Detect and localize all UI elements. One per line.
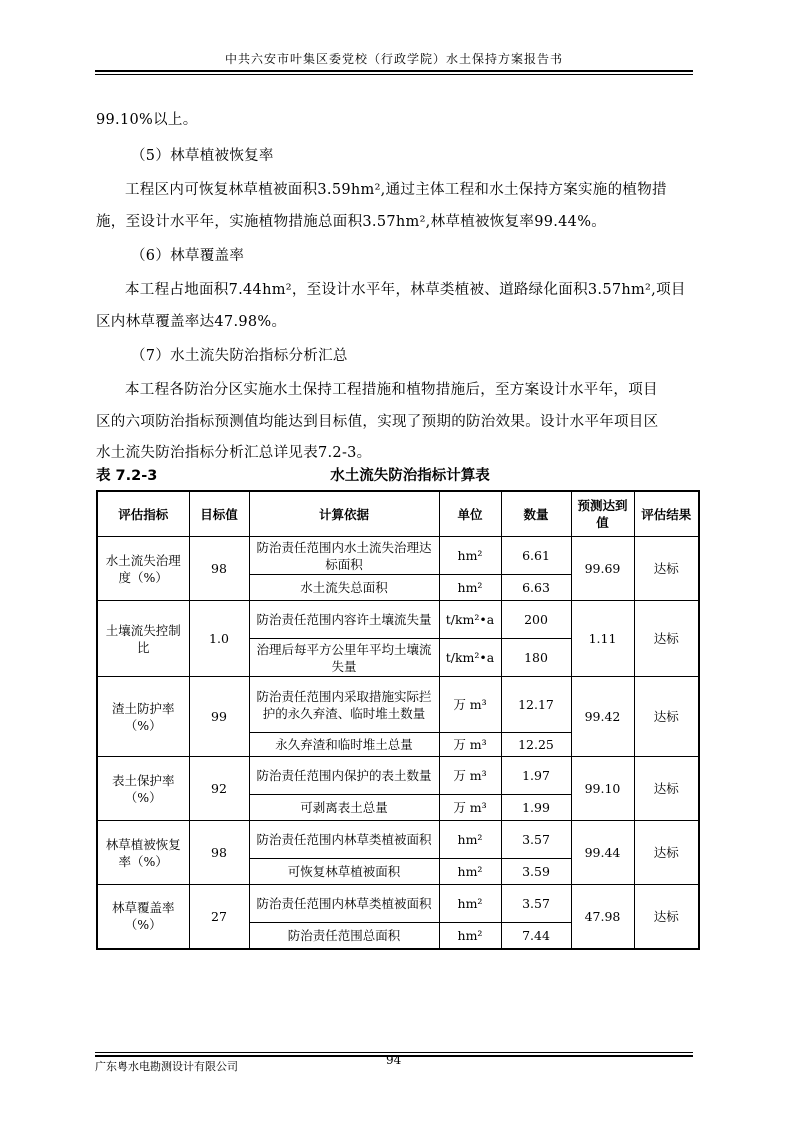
column-header: 预测达到值 [571, 491, 634, 537]
indicator-cell: 水土流失治理度（%） [97, 537, 189, 601]
unit-cell: hm² [439, 923, 501, 949]
unit-cell: hm² [439, 537, 501, 575]
result-cell: 达标 [634, 537, 699, 601]
unit-cell: 万 m³ [439, 677, 501, 733]
quantity-cell: 3.57 [501, 821, 571, 859]
section-heading: （7）水土流失防治指标分析汇总 [131, 348, 348, 364]
result-cell: 达标 [634, 885, 699, 949]
unit-cell: hm² [439, 821, 501, 859]
column-header: 计算依据 [249, 491, 439, 537]
body-line: 99.10%以上。 [96, 112, 198, 128]
predicted-cell: 1.11 [571, 601, 634, 677]
quantity-cell: 1.99 [501, 795, 571, 821]
predicted-cell: 99.44 [571, 821, 634, 885]
page-number: 94 [386, 1053, 402, 1067]
quantity-cell: 12.25 [501, 733, 571, 757]
result-cell: 达标 [634, 757, 699, 821]
basis-cell: 水土流失总面积 [249, 575, 439, 601]
body-line: 本工程占地面积7.44hm²，至设计水平年，林草类植被、道路绿化面积3.57hm²,项目 [125, 282, 686, 298]
basis-cell: 防治责任范围内林草类植被面积 [249, 885, 439, 923]
target-cell: 99 [189, 677, 249, 757]
unit-cell: hm² [439, 575, 501, 601]
unit-cell: 万 m³ [439, 757, 501, 795]
unit-cell: 万 m³ [439, 795, 501, 821]
quantity-cell: 7.44 [501, 923, 571, 949]
result-cell: 达标 [634, 601, 699, 677]
header-rule-thin [95, 74, 693, 75]
unit-cell: hm² [439, 859, 501, 885]
result-cell: 达标 [634, 677, 699, 757]
column-header: 目标值 [189, 491, 249, 537]
predicted-cell: 99.10 [571, 757, 634, 821]
table-row [97, 757, 699, 795]
quantity-cell: 12.17 [501, 677, 571, 733]
basis-cell: 防治责任范围内保护的表土数量 [249, 757, 439, 795]
basis-cell: 永久弃渣和临时堆土总量 [249, 733, 439, 757]
basis-cell: 防治责任范围内容许土壤流失量 [249, 601, 439, 639]
predicted-cell: 99.42 [571, 677, 634, 757]
table-label: 表 7.2-3 [96, 468, 158, 484]
unit-cell: 万 m³ [439, 733, 501, 757]
metrics-table [96, 490, 700, 950]
section-heading: （6）林草覆盖率 [131, 248, 245, 264]
basis-cell: 防治责任范围内水土流失治理达标面积 [249, 537, 439, 575]
target-cell: 98 [189, 821, 249, 885]
quantity-cell: 3.57 [501, 885, 571, 923]
indicator-cell: 土壤流失控制比 [97, 601, 189, 677]
unit-cell: hm² [439, 885, 501, 923]
column-header: 数量 [501, 491, 571, 537]
indicator-cell: 林草植被恢复率（%） [97, 821, 189, 885]
quantity-cell: 1.97 [501, 757, 571, 795]
unit-cell: t/km²•a [439, 601, 501, 639]
body-line: 水土流失防治指标分析汇总详见表7.2-3。 [96, 445, 372, 461]
predicted-cell: 47.98 [571, 885, 634, 949]
indicator-cell: 表土保护率（%） [97, 757, 189, 821]
unit-cell: t/km²•a [439, 639, 501, 677]
body-line: 工程区内可恢复林草植被面积3.59hm²,通过主体工程和水土保持方案实施的植物措 [125, 182, 667, 198]
basis-cell: 可恢复林草植被面积 [249, 859, 439, 885]
column-header: 单位 [439, 491, 501, 537]
target-cell: 92 [189, 757, 249, 821]
table-header-row [97, 491, 699, 537]
column-header: 评估指标 [97, 491, 189, 537]
section-heading: （5）林草植被恢复率 [131, 148, 274, 164]
table-row [97, 537, 699, 575]
column-header: 评估结果 [634, 491, 699, 537]
body-line: 本工程各防治分区实施水土保持工程措施和植物措施后，至方案设计水平年，项目 [125, 382, 658, 398]
quantity-cell: 6.63 [501, 575, 571, 601]
table-row [97, 885, 699, 923]
table-title: 水土流失防治指标计算表 [330, 468, 490, 484]
running-header: 中共六安市叶集区委党校（行政学院）水土保持方案报告书 [224, 52, 563, 66]
table-row [97, 601, 699, 639]
target-cell: 98 [189, 537, 249, 601]
body-line: 施，至设计水平年，实施植物措施总面积3.57hm²,林草植被恢复率99.44%。 [96, 214, 607, 230]
quantity-cell: 6.61 [501, 537, 571, 575]
basis-cell: 防治责任范围总面积 [249, 923, 439, 949]
basis-cell: 防治责任范围内采取措施实际拦护的永久弃渣、临时堆土数量 [249, 677, 439, 733]
header-rule [95, 70, 693, 72]
basis-cell: 可剥离表土总量 [249, 795, 439, 821]
indicator-cell: 渣土防护率（%） [97, 677, 189, 757]
target-cell: 27 [189, 885, 249, 949]
body-line: 区内林草覆盖率达47.98%。 [96, 314, 287, 330]
quantity-cell: 180 [501, 639, 571, 677]
table-row [97, 821, 699, 859]
basis-cell: 防治责任范围内林草类植被面积 [249, 821, 439, 859]
result-cell: 达标 [634, 821, 699, 885]
predicted-cell: 99.69 [571, 537, 634, 601]
basis-cell: 治理后每平方公里年平均土壤流失量 [249, 639, 439, 677]
quantity-cell: 3.59 [501, 859, 571, 885]
table-row [97, 677, 699, 733]
indicator-cell: 林草覆盖率（%） [97, 885, 189, 949]
footer-company: 广东粤水电勘测设计有限公司 [95, 1060, 238, 1073]
body-line: 区的六项防治指标预测值均能达到目标值，实现了预期的防治效果。设计水平年项目区 [96, 414, 659, 430]
quantity-cell: 200 [501, 601, 571, 639]
target-cell: 1.0 [189, 601, 249, 677]
